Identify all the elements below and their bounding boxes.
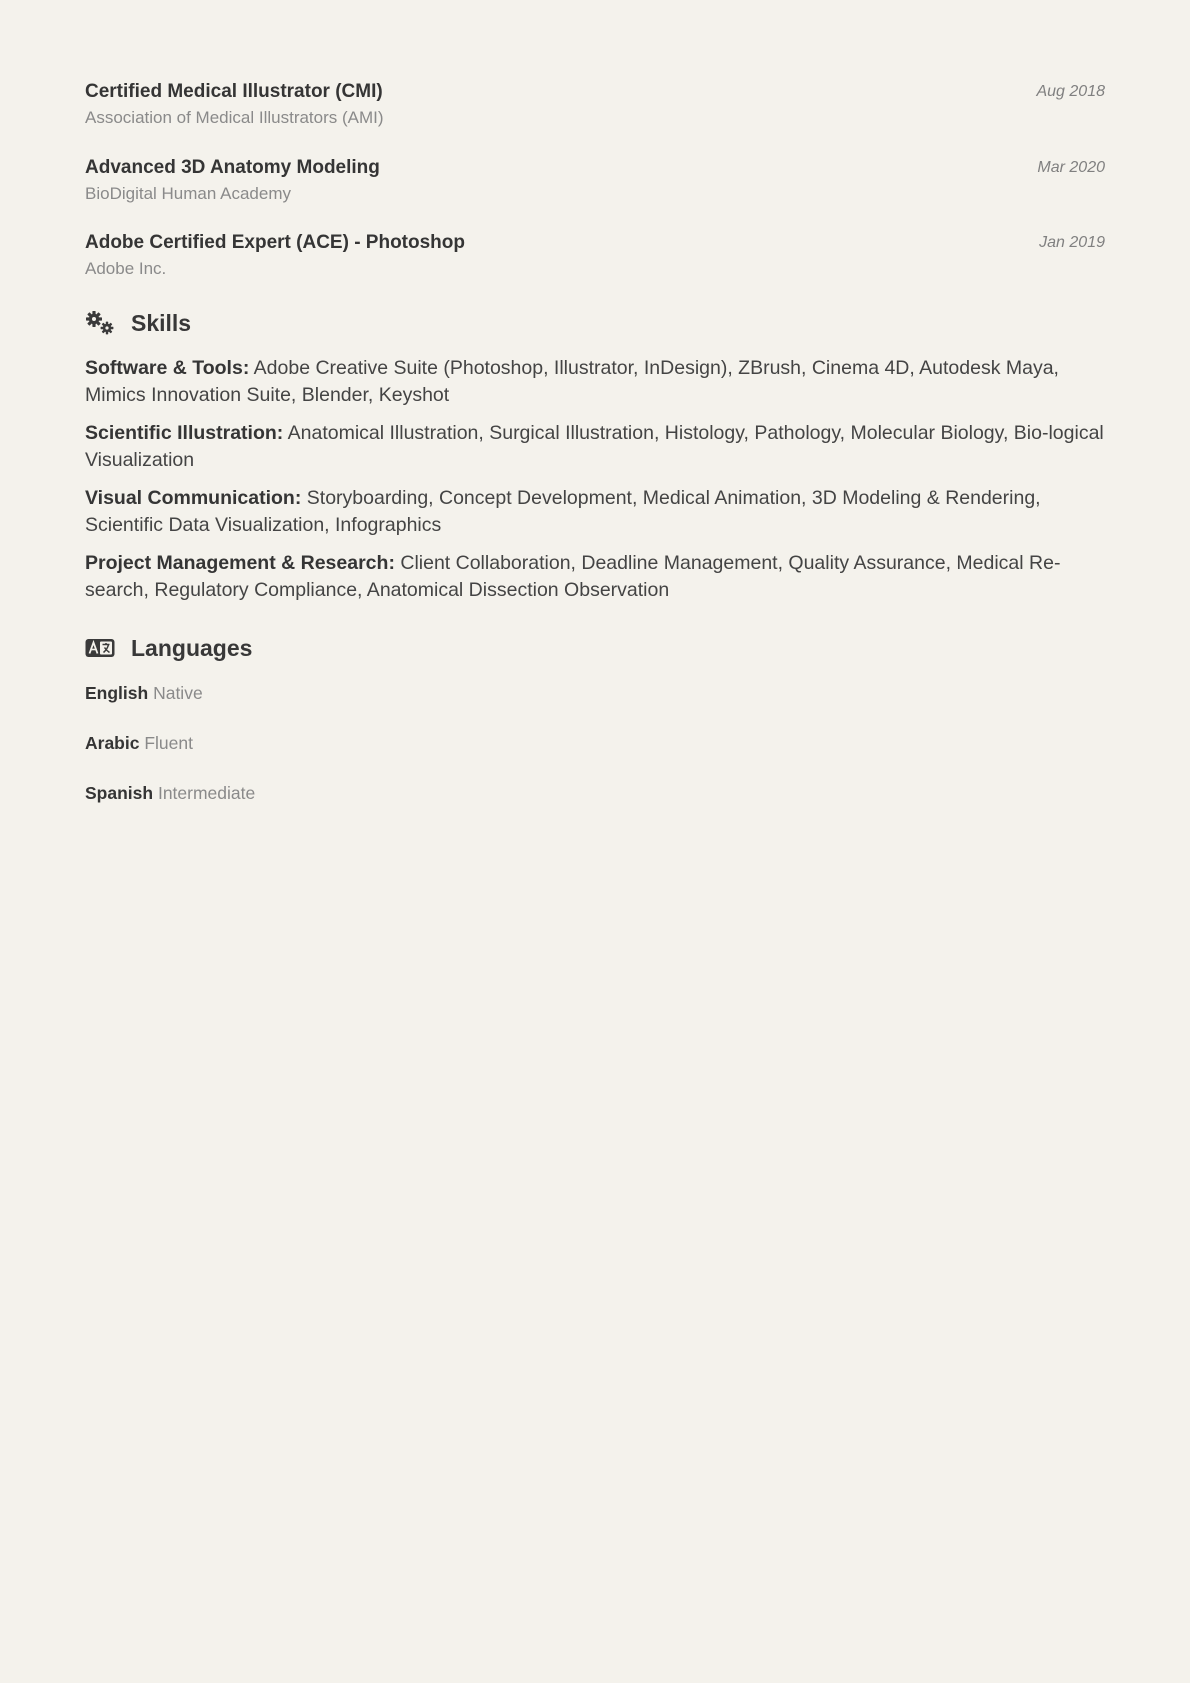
skill-value: Client Collaboration, Deadline Management, Quality Assurance, Medical Re-search, Regulatory Compliance, Anatomical Dissection Observation	[85, 552, 1061, 601]
certification-item	[85, 154, 1105, 210]
language-item	[85, 730, 1105, 756]
certification-issuer: Association of Medical Illustrators (AMI)	[85, 108, 384, 127]
languages-section	[85, 630, 1105, 806]
languages-title: Languages	[131, 635, 253, 661]
language-item	[85, 780, 1105, 806]
skill-item	[85, 550, 1105, 604]
certification-item	[85, 229, 1105, 285]
languages-header	[85, 630, 1105, 666]
language-name: Spanish	[85, 783, 154, 803]
skill-item	[85, 420, 1105, 474]
language-level: Native	[153, 683, 203, 703]
certification-title: Adobe Certified Expert (ACE) - Photoshop	[85, 232, 465, 253]
certification-issuer: BioDigital Human Academy	[85, 183, 291, 203]
certification-date: Jan 2019	[1039, 234, 1105, 251]
skill-label: Scientific Illustration:	[85, 422, 284, 444]
certification-date: Mar 2020	[1037, 158, 1105, 176]
skill-value: Adobe Creative Suite (Photoshop, Illustrator, InDesign), ZBrush, Cinema 4D, Autodesk Maya, Mimics Innovation Suite, Blender, Keyshot	[85, 357, 1059, 406]
skill-label: Software & Tools:	[85, 357, 250, 379]
resume-page	[85, 78, 1105, 830]
certification-title: Advanced 3D Anatomy Modeling	[85, 156, 380, 178]
language-name: English	[85, 683, 149, 703]
skill-value: Storyboarding, Concept Development, Medical Animation, 3D Modeling & Rendering, Scientific Data Visualization, Infographics	[85, 487, 1041, 536]
certifications-list	[85, 78, 1105, 285]
skills-list	[85, 355, 1105, 604]
gears-icon	[85, 310, 115, 336]
language-name: Arabic	[85, 733, 140, 753]
certification-item	[85, 78, 1105, 134]
language-icon	[85, 635, 115, 661]
skills-title: Skills	[131, 310, 192, 336]
language-item	[85, 680, 1105, 706]
certification-title: Certified Medical Illustrator (CMI)	[85, 81, 383, 102]
skill-label: Project Management & Research:	[85, 552, 395, 574]
skills-section	[85, 305, 1105, 604]
skill-item	[85, 355, 1105, 409]
languages-list	[85, 680, 1105, 806]
skill-label: Visual Communication:	[85, 487, 302, 509]
skill-item	[85, 485, 1105, 539]
certification-date: Aug 2018	[1036, 83, 1105, 100]
language-level: Fluent	[144, 733, 193, 753]
skill-value: Anatomical Illustration, Surgical Illustration, Histology, Pathology, Molecular Biology, Bio-logical Visualization	[85, 422, 1104, 471]
language-level: Intermediate	[157, 783, 256, 803]
skills-header	[85, 305, 1105, 341]
certification-issuer: Adobe Inc.	[85, 259, 167, 278]
